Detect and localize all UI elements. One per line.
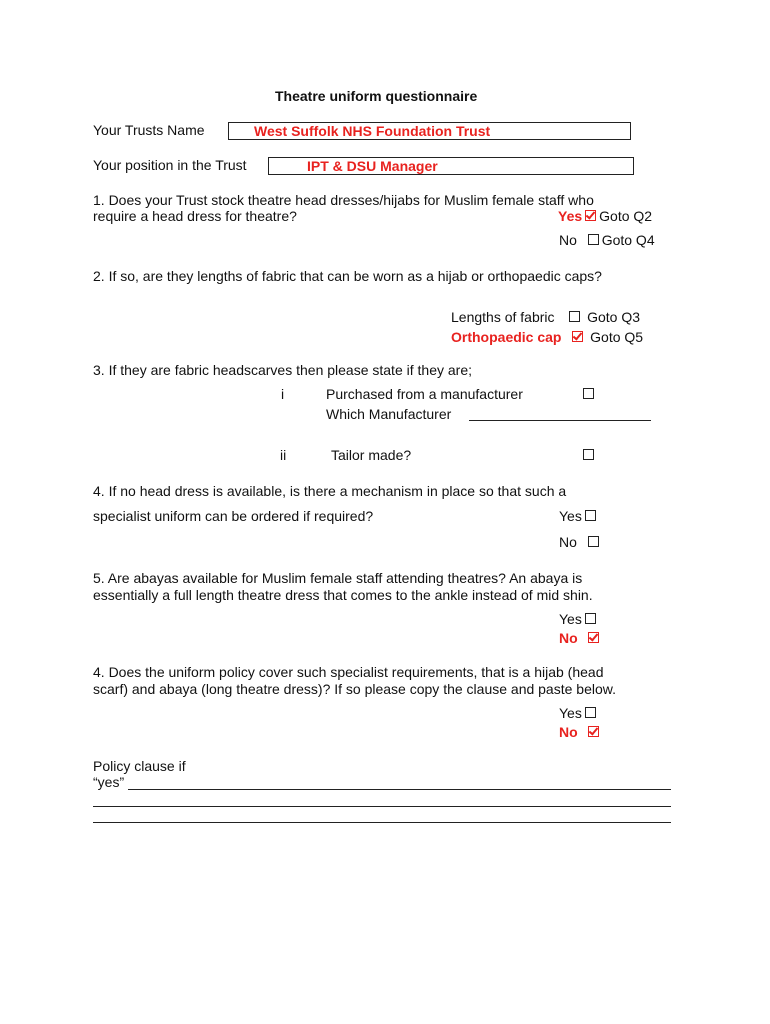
q1-text-line1: 1. Does your Trust stock theatre head dresses/hijabs for Muslim female staff who [93,192,594,208]
q4a-text-line2: specialist uniform can be ordered if required? [93,508,374,524]
position-value: IPT & DSU Manager [307,158,438,174]
q2-cap-goto: Goto Q5 [590,329,644,345]
q2-fabric-goto: Goto Q3 [587,309,640,325]
q5-text-line1: 5. Are abayas available for Muslim female staff attending theatres? An abaya is [93,570,583,586]
q1-yes-goto: Goto Q2 [599,208,653,224]
q4b-text-line2: scarf) and abaya (long theatre dress)? If so please copy the clause and paste below. [93,681,616,697]
q3-ii-option[interactable] [580,447,597,464]
q5-yes-option[interactable] [559,611,599,628]
q4b-yes-option[interactable] [559,705,599,722]
q5-no-checkbox[interactable] [588,632,599,643]
q1-no-label: No [559,232,577,248]
position-field[interactable] [268,157,634,175]
q3-manufacturer-label: Which Manufacturer [326,406,452,422]
q1-text-line2: require a head dress for theatre? [93,208,297,224]
q3-i-option[interactable] [580,386,597,403]
q4b-yes-label: Yes [559,705,582,721]
q2-text: 2. If so, are they lengths of fabric that can be worn as a hijab or orthopaedic caps? [93,268,602,284]
position-label: Your position in the Trust [93,157,247,173]
q2-cap-label: Orthopaedic cap [451,329,562,345]
policy-label-line2: “yes” [93,774,125,790]
q5-no-label: No [559,630,578,646]
q4b-text-line1: 4. Does the uniform policy cover such specialist requirements, that is a hijab (head [93,664,604,680]
q4a-yes-label: Yes [559,508,582,524]
q4a-yes-option[interactable] [559,508,599,525]
q2-cap-checkbox[interactable] [572,331,583,342]
q3-i-text: Purchased from a manufacturer [326,386,523,402]
q1-no-goto: Goto Q4 [601,232,655,248]
q4a-text-line1: 4. If no head dress is available, is there a mechanism in place so that such a [93,483,567,499]
trust-name-value: West Suffolk NHS Foundation Trust [254,123,491,139]
q4b-yes-checkbox[interactable] [585,707,596,718]
q4b-no-label: No [559,724,578,740]
q5-yes-label: Yes [559,611,582,627]
q1-yes-label: Yes [558,208,583,224]
q3-i-checkbox[interactable] [583,388,594,399]
q3-text: 3. If they are fabric headscarves then please state if they are; [93,362,472,378]
policy-line-1[interactable] [128,789,671,790]
q1-no-option[interactable] [559,232,655,249]
q4a-yes-checkbox[interactable] [585,510,596,521]
q1-no-checkbox[interactable] [588,234,599,245]
q4a-no-checkbox[interactable] [588,536,599,547]
q4b-no-option[interactable] [559,724,602,741]
q3-i-number: i [281,386,285,402]
page-title: Theatre uniform questionnaire [275,88,478,104]
policy-line-3[interactable] [93,822,671,823]
q2-option-cap[interactable] [451,329,643,346]
q1-yes-option[interactable] [558,208,652,225]
q2-fabric-checkbox[interactable] [569,311,580,322]
q2-option-fabric[interactable] [451,309,640,326]
q3-ii-text: Tailor made? [331,447,412,463]
trust-name-label: Your Trusts Name [93,122,205,138]
q4b-no-checkbox[interactable] [588,726,599,737]
q5-no-option[interactable] [559,630,602,647]
q3-manufacturer-field[interactable] [469,420,651,421]
policy-line-2[interactable] [93,806,671,807]
q4a-no-option[interactable] [559,534,602,551]
trust-name-field[interactable] [228,122,631,140]
q5-text-line2: essentially a full length theatre dress that comes to the ankle instead of mid shin. [93,587,593,603]
q5-yes-checkbox[interactable] [585,613,596,624]
q2-fabric-label: Lengths of fabric [451,309,555,325]
policy-label-line1: Policy clause if [93,758,186,774]
q1-yes-checkbox[interactable] [585,210,596,221]
q3-ii-checkbox[interactable] [583,449,594,460]
q3-ii-number: ii [280,447,287,463]
q4a-no-label: No [559,534,577,550]
